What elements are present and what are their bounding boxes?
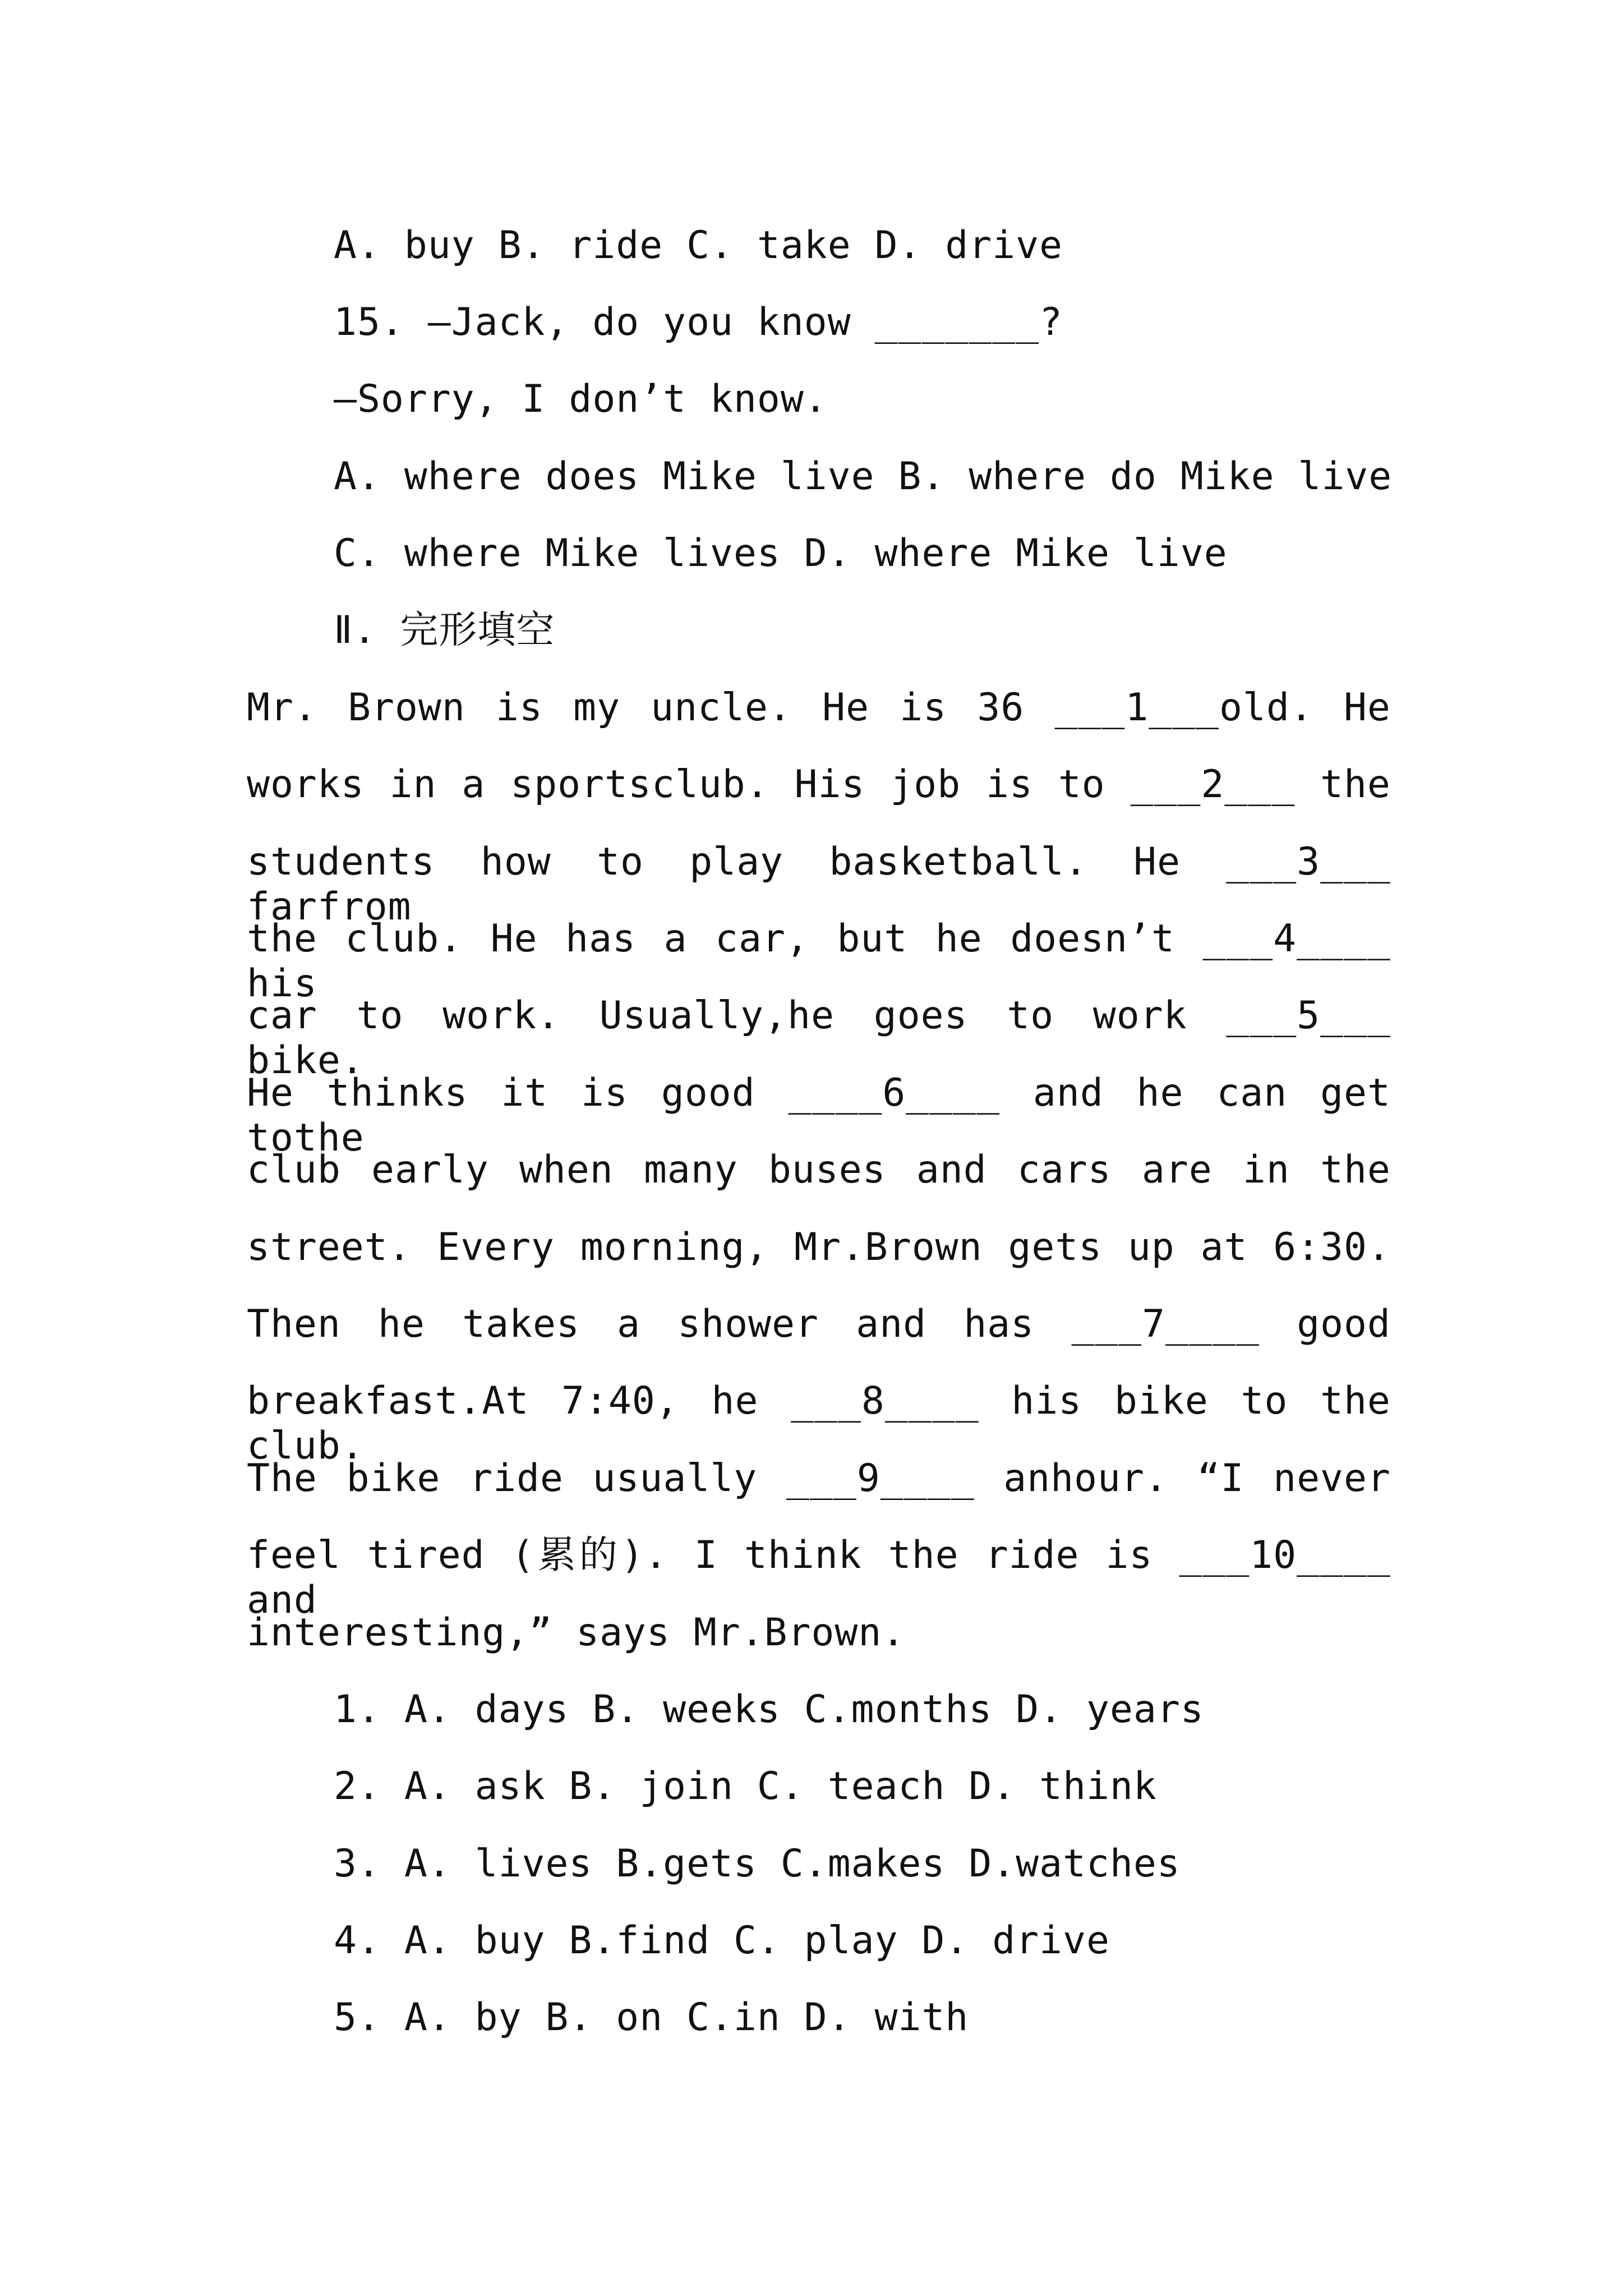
passage-line-last: interesting,” says Mr.Brown. <box>247 1611 906 1655</box>
cloze-option-5: 5. A. by B. on C.in D. with <box>334 1995 969 2040</box>
passage-line: students how to play basketball. He ___3___ farfrom <box>247 840 1391 929</box>
q15-options-line-1: A. where does Mike live B. where do Mike live <box>334 454 1393 499</box>
cloze-option-4: 4. A. buy B.find C. play D. drive <box>334 1918 1110 1963</box>
q15-options-line-2: C. where Mike lives D. where Mike live <box>334 531 1228 576</box>
cloze-option-3: 3. A. lives B.gets C.makes D.watches <box>334 1842 1181 1886</box>
passage-line: car to work. Usually,he goes to work ___5___ bike. <box>247 993 1391 1083</box>
q15-stem: 15. —Jack, do you know _______? <box>334 300 1063 344</box>
passage-line: the club. He has a car, but he doesn’t ___4____ his <box>247 917 1391 1006</box>
passage-line: club early when many buses and cars are in the <box>247 1148 1391 1192</box>
passage-line: feel tired (累的). I think the ride is ___10____ and <box>247 1533 1391 1622</box>
passage-line: He thinks it is good ____6____ and he can get tothe <box>247 1071 1391 1160</box>
passage-line: The bike ride usually ___9____ anhour. “I never <box>247 1456 1391 1501</box>
section-heading-cloze: Ⅱ. 完形填空 <box>334 608 555 652</box>
passage-line: Mr. Brown is my uncle. He is 36 ___1___old. He <box>247 685 1391 730</box>
q15-reply: —Sorry, I don’t know. <box>334 377 828 421</box>
passage-line: street. Every morning, Mr.Brown gets up at 6:30. <box>247 1225 1391 1269</box>
passage-line: works in a sportsclub. His job is to ___2___ the <box>247 762 1391 807</box>
cloze-option-2: 2. A. ask B. join C. teach D. think <box>334 1764 1157 1809</box>
cloze-option-1: 1. A. days B. weeks C.months D. years <box>334 1687 1204 1732</box>
passage-line: Then he takes a shower and has ___7____ good <box>247 1302 1391 1346</box>
passage-line: breakfast.At 7:40, he ___8____ his bike to the club. <box>247 1379 1391 1468</box>
q14-options-line: A. buy B. ride C. take D. drive <box>334 223 1063 268</box>
